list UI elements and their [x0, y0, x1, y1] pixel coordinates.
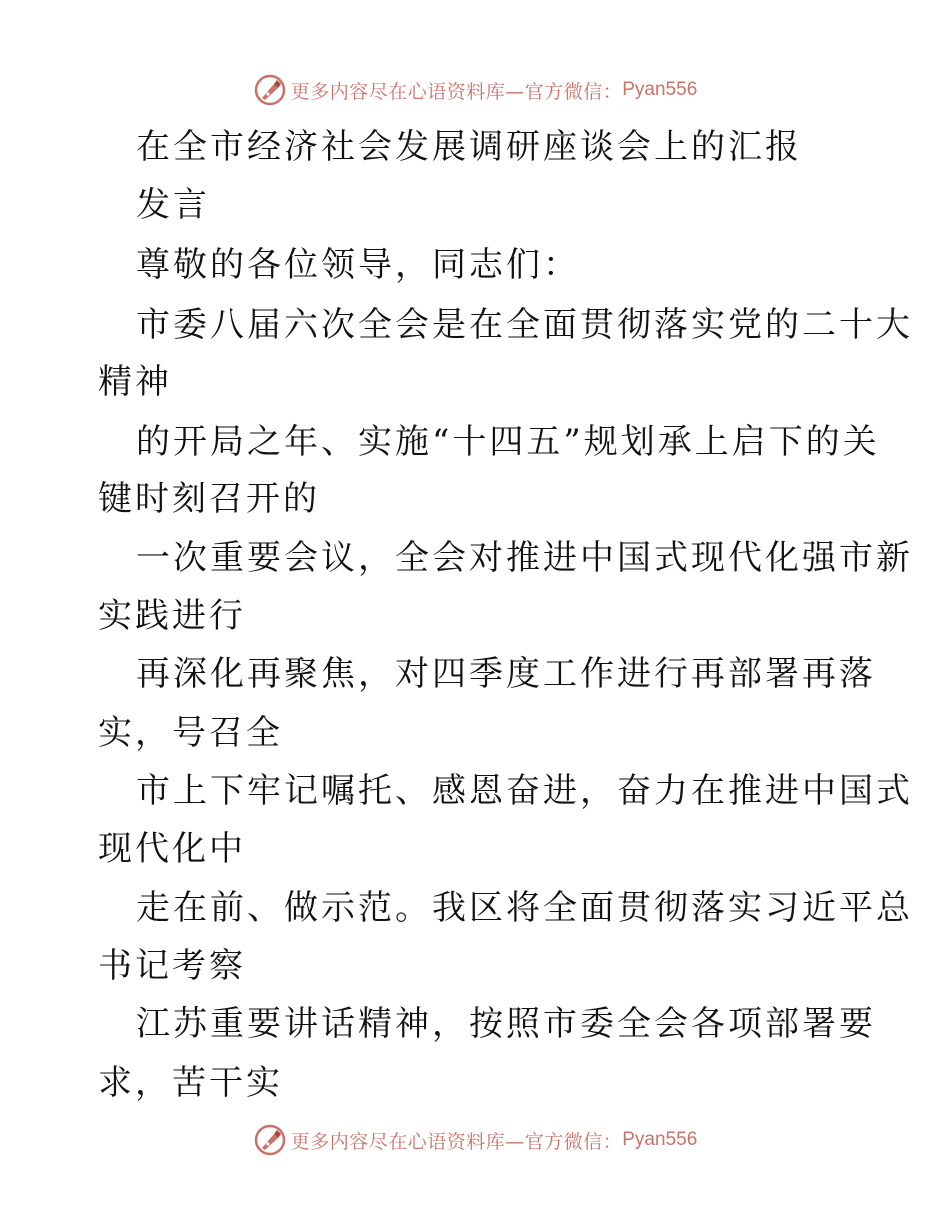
document-title-line-2: 发言	[136, 185, 210, 225]
header-watermark	[0, 72, 950, 108]
paragraph-line: 精神	[98, 362, 172, 402]
watermark-wechat-id: Pyan556	[622, 1129, 698, 1150]
paragraph-line: 实，号召全	[98, 713, 283, 753]
pen-nib-logo-icon	[253, 1123, 287, 1157]
paragraph-line: 江苏重要讲话精神，按照市委全会各项部署要	[136, 1004, 876, 1044]
paragraph-line: 市委八届六次全会是在全面贯彻落实党的二十大	[136, 305, 913, 345]
paragraph-line: 现代化中	[98, 829, 246, 869]
document-title-line-1: 在全市经济社会发展调研座谈会上的汇报	[136, 127, 802, 167]
salutation: 尊敬的各位领导，同志们：	[136, 245, 580, 285]
paragraph-line: 书记考察	[98, 946, 246, 986]
paragraph-line: 的开局之年、实施“十四五”规划承上启下的关	[136, 422, 880, 462]
watermark-wechat-id: Pyan556	[622, 79, 698, 100]
paragraph-line: 求，苦干实	[98, 1063, 283, 1103]
paragraph-line: 键时刻召开的	[98, 479, 320, 519]
pen-nib-logo-icon	[253, 73, 287, 107]
watermark-text: 更多内容尽在心语资料库—官方微信：	[290, 80, 623, 103]
footer-watermark	[0, 1122, 950, 1158]
paragraph-line: 一次重要会议，全会对推进中国式现代化强市新	[136, 538, 913, 578]
paragraph-line: 再深化再聚焦，对四季度工作进行再部署再落	[136, 654, 876, 694]
paragraph-line: 实践进行	[98, 596, 246, 636]
paragraph-line: 走在前、做示范。我区将全面贯彻落实习近平总	[136, 888, 913, 928]
watermark-text: 更多内容尽在心语资料库—官方微信：	[290, 1130, 623, 1153]
paragraph-line: 市上下牢记嘱托、感恩奋进，奋力在推进中国式	[136, 771, 913, 811]
